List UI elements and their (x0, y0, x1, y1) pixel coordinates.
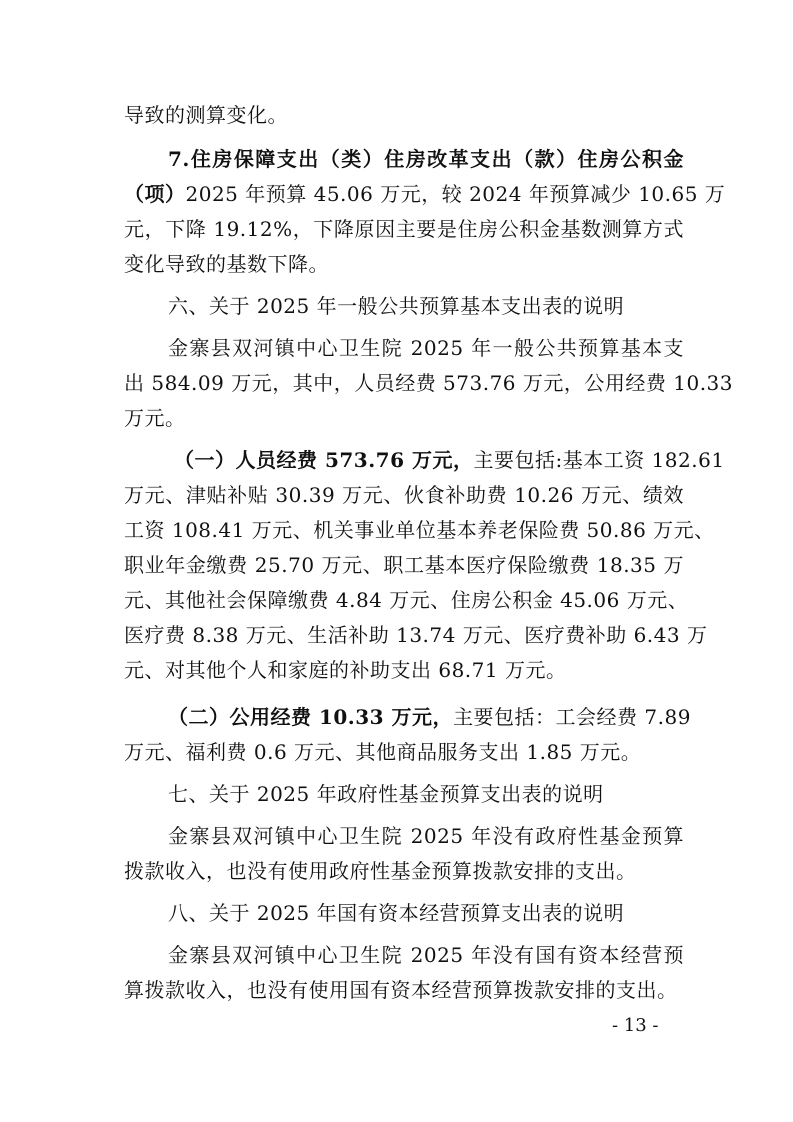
paragraph-line-12: 工资 108.41 万元、机关事业单位基本养老保险费 50.86 万元、 (124, 518, 715, 542)
paragraph-line-11: 万元、津贴补贴 30.39 万元、伙食补助费 10.26 万元、绩效 (124, 483, 684, 507)
item-label: （项） (124, 182, 186, 206)
section-heading-seven: 七、关于 2025 年政府性基金预算支出表的说明 (168, 782, 604, 806)
paragraph-line-16: 元、对其他个人和家庭的补助支出 68.71 万元。 (124, 658, 567, 682)
paragraph-line-20: 金寨县双河镇中心卫生院 2025 年没有政府性基金预算 (168, 824, 684, 848)
item-detail: 2025 年预算 45.06 万元，较 2024 年预算减少 10.65 万 (185, 182, 726, 206)
paragraph-line-18: 万元、福利费 0.6 万元、其他商品服务支出 1.85 万元。 (124, 740, 642, 764)
page-number: - 13 - (612, 1015, 659, 1036)
paragraph-line-1: 导致的测算变化。 (124, 103, 288, 127)
personnel-expense-heading: （一）人员经费 573.76 万元， (174, 448, 474, 472)
paragraph-line-23: 金寨县双河镇中心卫生院 2025 年没有国有资本经营预 (168, 943, 684, 967)
paragraph-line-10 (124, 446, 725, 474)
heading-housing-security: 7.住房保障支出（类）住房改革支出（款）住房公积金 (168, 147, 684, 171)
paragraph-line-15: 医疗费 8.38 万元、生活补助 13.74 万元、医疗费补助 6.43 万 (124, 623, 708, 647)
paragraph-line-4: 元，下降 19.12%，下降原因主要是住房公积金基数测算方式 (124, 217, 684, 241)
section-heading-eight: 八、关于 2025 年国有资本经营预算支出表的说明 (168, 901, 625, 925)
paragraph-line-17 (124, 703, 691, 731)
paragraph-line-14: 元、其他社会保障缴费 4.84 万元、住房公积金 45.06 万元、 (124, 588, 689, 612)
personnel-expense-intro: 主要包括:基本工资 182.61 (473, 448, 725, 472)
paragraph-line-9: 万元。 (124, 406, 186, 430)
paragraph-line-3 (124, 180, 726, 208)
paragraph-line-5: 变化导致的基数下降。 (124, 252, 329, 276)
paragraph-line-7: 金寨县双河镇中心卫生院 2025 年一般公共预算基本支 (168, 336, 684, 360)
public-expense-intro: 主要包括：工会经费 7.89 (453, 705, 691, 729)
section-heading-six: 六、关于 2025 年一般公共预算基本支出表的说明 (168, 294, 625, 318)
public-expense-heading: （二）公用经费 10.33 万元， (168, 705, 454, 729)
paragraph-line-13: 职业年金缴费 25.70 万元、职工基本医疗保险缴费 18.35 万 (124, 553, 684, 577)
paragraph-line-8: 出 584.09 万元，其中，人员经费 573.76 万元，公用经费 10.33 (124, 371, 734, 395)
paragraph-line-21: 拨款收入，也没有使用政府性基金预算拨款安排的支出。 (124, 859, 637, 883)
paragraph-line-24: 算拨款收入，也没有使用国有资本经营预算拨款安排的支出。 (124, 978, 678, 1002)
